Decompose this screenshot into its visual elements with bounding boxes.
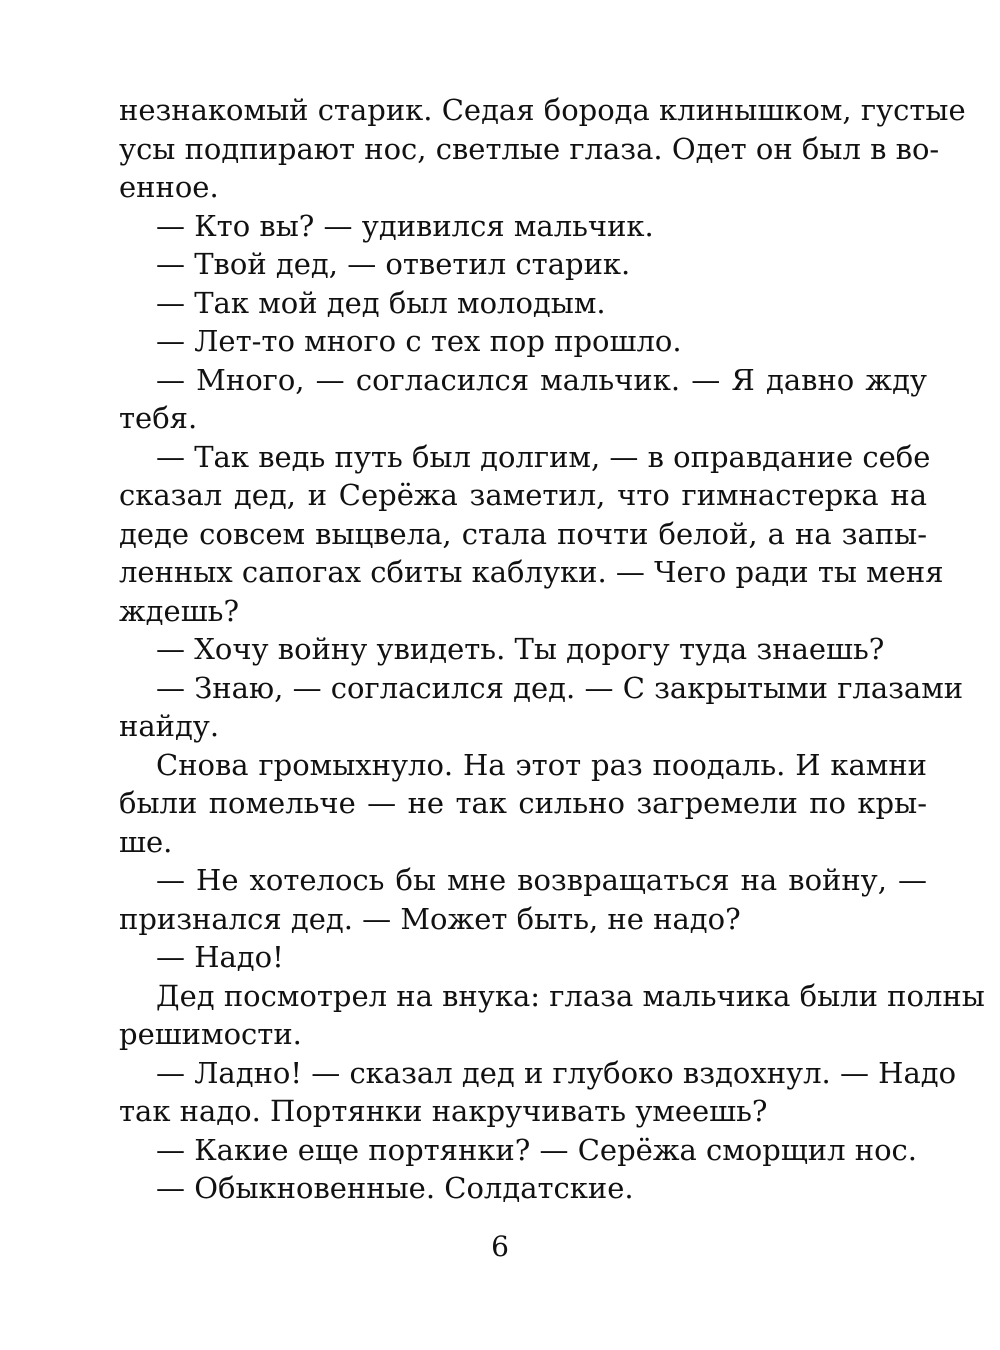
text-line: енное.: [119, 170, 219, 204]
book-page-text: [119, 91, 985, 1208]
text-line: были помельче — не так сильно загремели по кры-: [119, 786, 927, 820]
text-line: сказал дед, и Серёжа заметил, что гимнастерка на: [119, 478, 927, 512]
text-line: — Кто вы? — удивился мальчик.: [156, 208, 654, 243]
text-line: Снова громыхнуло. На этот раз поодаль. И камни: [156, 747, 927, 782]
text-line: ждешь?: [119, 593, 239, 628]
text-line: — Так ведь путь был долгим, — в оправдание себе: [156, 439, 931, 474]
text-line: — Не хотелось бы мне возвращаться на войну, —: [156, 863, 927, 897]
text-line: — Так мой дед был молодым.: [156, 285, 606, 320]
text-line: незнакомый старик. Седая борода клинышком, густые: [119, 93, 966, 127]
text-line: деде совсем выцвела, стала почти белой, а на запы-: [119, 516, 927, 551]
text-line: — Знаю, — согласился дед. — С закрытыми глазами: [156, 670, 964, 705]
text-line: Дед посмотрел на внука: глаза мальчика были полны: [156, 978, 985, 1013]
text-line: — Надо!: [156, 940, 284, 974]
text-line: найду.: [119, 709, 220, 743]
text-line: усы подпирают нос, светлые глаза. Одет он был в во-: [119, 131, 940, 166]
text-line: — Ладно! — сказал дед и глубоко вздохнул. — Надо: [156, 1055, 957, 1090]
text-line: признался дед. — Может быть, не надо?: [119, 901, 741, 936]
page-number: 6: [491, 1230, 509, 1263]
text-line: так надо. Портянки накручивать умеешь?: [119, 1094, 768, 1128]
text-line: решимости.: [119, 1017, 302, 1051]
text-line: — Обыкновенные. Солдатские.: [156, 1171, 634, 1205]
text-line: тебя.: [119, 401, 198, 435]
text-line: — Лет-то много с тех пор прошло.: [156, 324, 682, 358]
text-line: — Много, — согласился мальчик. — Я давно жду: [156, 362, 927, 397]
text-line: — Хочу войну увидеть. Ты дорогу туда знаешь?: [156, 632, 885, 666]
text-line: ше.: [119, 824, 173, 859]
text-line: ленных сапогах сбиты каблуки. — Чего ради ты меня: [119, 555, 944, 589]
text-line: — Твой дед, — ответил старик.: [156, 247, 631, 281]
text-line: — Какие еще портянки? — Серёжа сморщил нос.: [156, 1132, 918, 1167]
